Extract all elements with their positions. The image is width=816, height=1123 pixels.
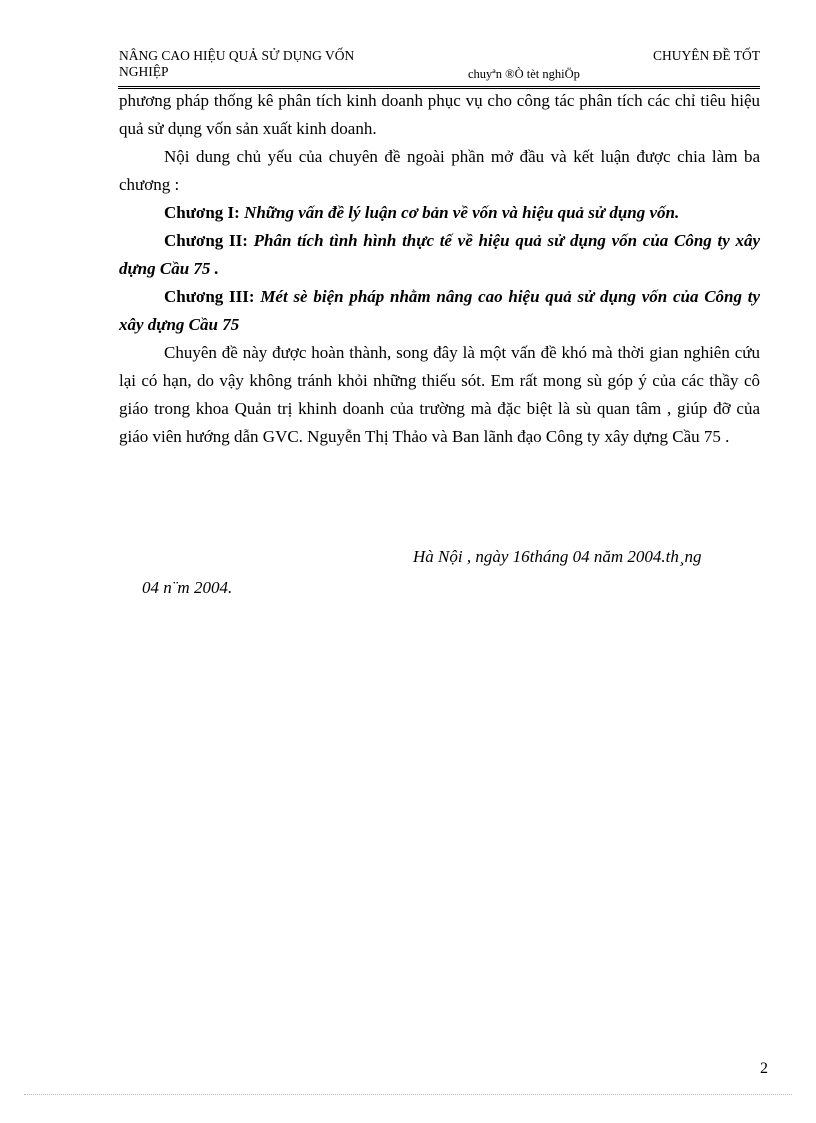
- chapter-2-label: Chương II:: [164, 231, 248, 250]
- header-subtitle: chuyªn ®Ò tèt nghiÖp: [468, 67, 580, 81]
- page-bottom-rule: [24, 1094, 792, 1095]
- chapter-3-label: Chương III:: [164, 287, 255, 306]
- header-title-line2: NGHIỆP: [119, 64, 169, 79]
- paragraph-intro: phương pháp thống kê phân tích kinh doanh phục vụ cho công tác phân tích các chỉ tiêu hiệu quả sử dụng vốn sản xuất kinh doanh.: [119, 91, 760, 138]
- paragraph-acknowledgement: Chuyên đề này được hoàn thành, song đây là một vấn đề khó mà thời gian nghiên cứu lại có hạn, do vậy không tránh khỏi những thiếu sót. Em rất mong sù góp ý của các thầy cô giáo trong khoa Quản trị khinh doanh của trường mà đặc biệt là sù quan tâm , giúp đỡ của giáo viên hướng dẫn GVC. Nguyễn Thị Thảo và Ban lãnh đạo Công ty xây dựng Cầu 75 .: [119, 343, 760, 446]
- header-title-left: [119, 48, 419, 80]
- paragraph-contents: Nội dung chủ yếu của chuyên đề ngoài phần mở đầu và kết luận được chia làm ba chương :: [119, 147, 760, 194]
- header-title-line1: NÂNG CAO HIỆU QUẢ SỬ DỤNG VỐN: [119, 48, 355, 63]
- chapter-1-title: Những vấn đề lý luận cơ bản về vốn và hiệu quả sử dụng vốn.: [244, 203, 680, 222]
- header-title-right: CHUYÊN ĐỀ TỐT: [653, 48, 760, 63]
- chapter-1: [119, 199, 760, 227]
- body-text: [119, 87, 760, 451]
- signature-date-line2: 04 n¨m 2004.: [142, 578, 233, 597]
- page-number: 2: [760, 1060, 768, 1077]
- chapter-2-title: Phân tích tình hình thực tế về hiệu quả sử dụng vốn của Công ty xây dựng Cầu 75 .: [119, 231, 761, 278]
- signature-date-line1: Hà Nội , ngày 16tháng 04 năm 2004.th¸ng: [413, 547, 702, 566]
- chapter-3: [119, 283, 760, 339]
- chapter-2: [119, 227, 760, 283]
- chapter-1-label: Chương I:: [164, 203, 240, 222]
- chapter-3-title: Mét sè biện pháp nhằm nâng cao hiệu quả sử dụng vốn của Công ty xây dựng Cầu 75: [119, 287, 760, 334]
